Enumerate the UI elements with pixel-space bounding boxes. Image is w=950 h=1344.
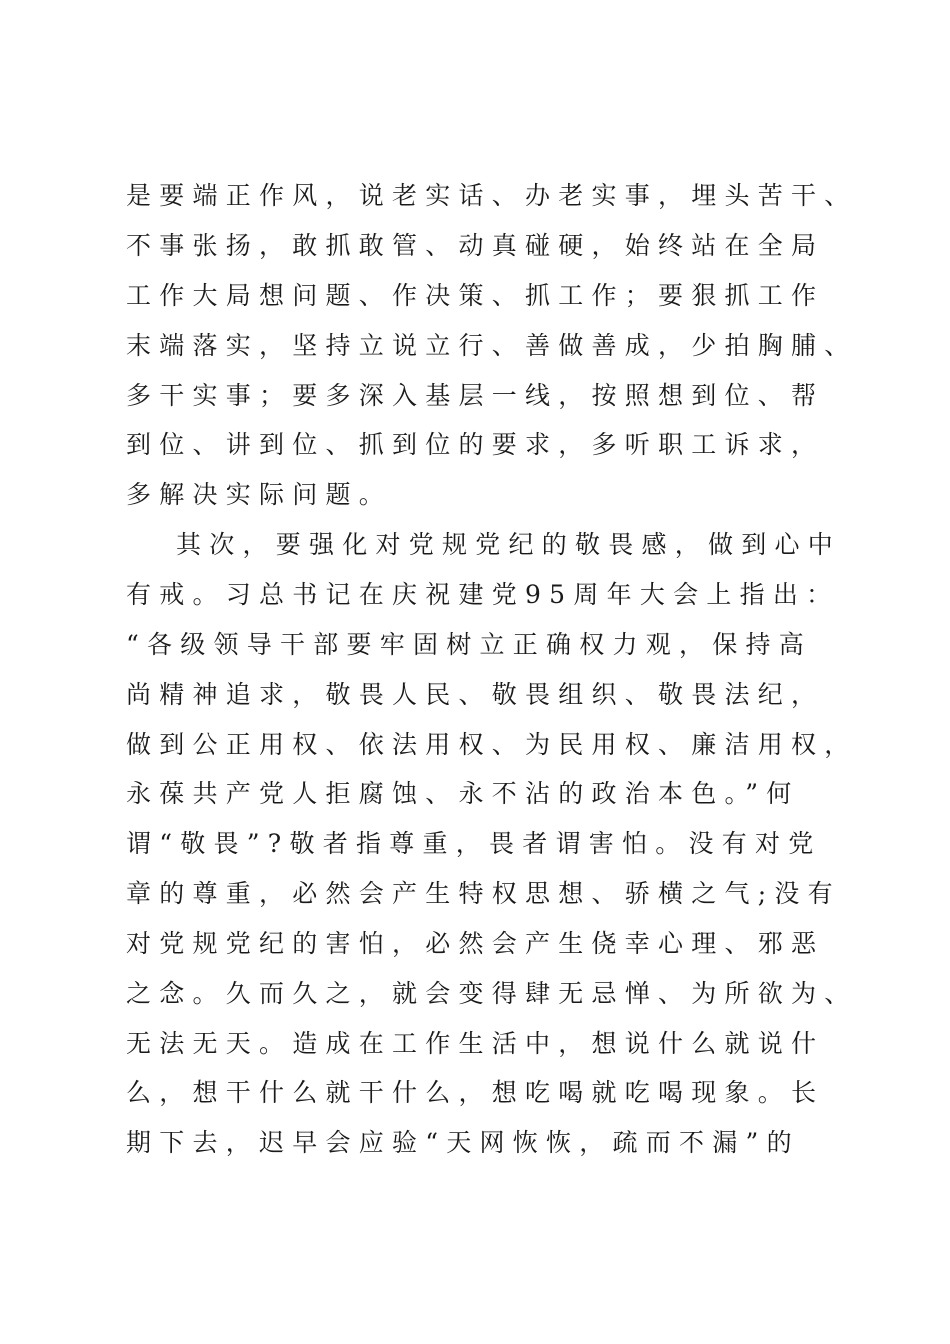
text-line: 工作大局想问题、作决策、抓工作；要狠抓工作	[126, 281, 825, 310]
text-line: 多解决实际问题。	[126, 480, 393, 509]
text-line: 之念。久而久之，就会变得肆无忌惮、为所欲为、	[126, 979, 858, 1008]
text-line: 尚精神追求，敬畏人民、敬畏组织、敬畏法纪，	[126, 680, 825, 709]
text-line: 谓“敬畏”?敬者指尊重，畏者谓害怕。没有对党	[126, 829, 822, 858]
text-line: 永葆共产党人拒腐蚀、永不沾的政治本色。”何	[126, 779, 800, 808]
text-line: 对党规党纪的害怕，必然会产生侥幸心理、邪恶	[126, 929, 825, 958]
paragraph-first-line: 其次，要强化对党规党纪的敬畏感，做到心中	[176, 530, 842, 559]
text-line: 有戒。习总书记在庆祝建党95周年大会上指出：	[126, 580, 840, 609]
text-line: 章的尊重，必然会产生特权思想、骄横之气;没有	[126, 879, 841, 908]
text-line: 到位、讲到位、抓到位的要求，多听职工诉求，	[126, 430, 825, 459]
text-line: 多干实事；要多深入基层一线，按照想到位、帮	[126, 381, 825, 410]
text-line: 不事张扬，敢抓敢管、动真碰硬，始终站在全局	[126, 231, 825, 260]
text-line: 是要端正作风，说老实话、办老实事，埋头苦干、	[126, 181, 858, 210]
text-line: 么，想干什么就干什么，想吃喝就吃喝现象。长	[126, 1078, 825, 1107]
text-line: “各级领导干部要牢固树立正确权力观，保持高	[126, 630, 813, 659]
text-line: 期下去，迟早会应验“天网恢恢，疏而不漏”的	[126, 1128, 800, 1157]
text-line: 做到公正用权、依法用权、为民用权、廉洁用权，	[126, 730, 858, 759]
text-line: 末端落实，坚持立说立行、善做善成，少拍胸脯、	[126, 331, 858, 360]
text-line: 无法无天。造成在工作生活中，想说什么就说什	[126, 1029, 825, 1058]
